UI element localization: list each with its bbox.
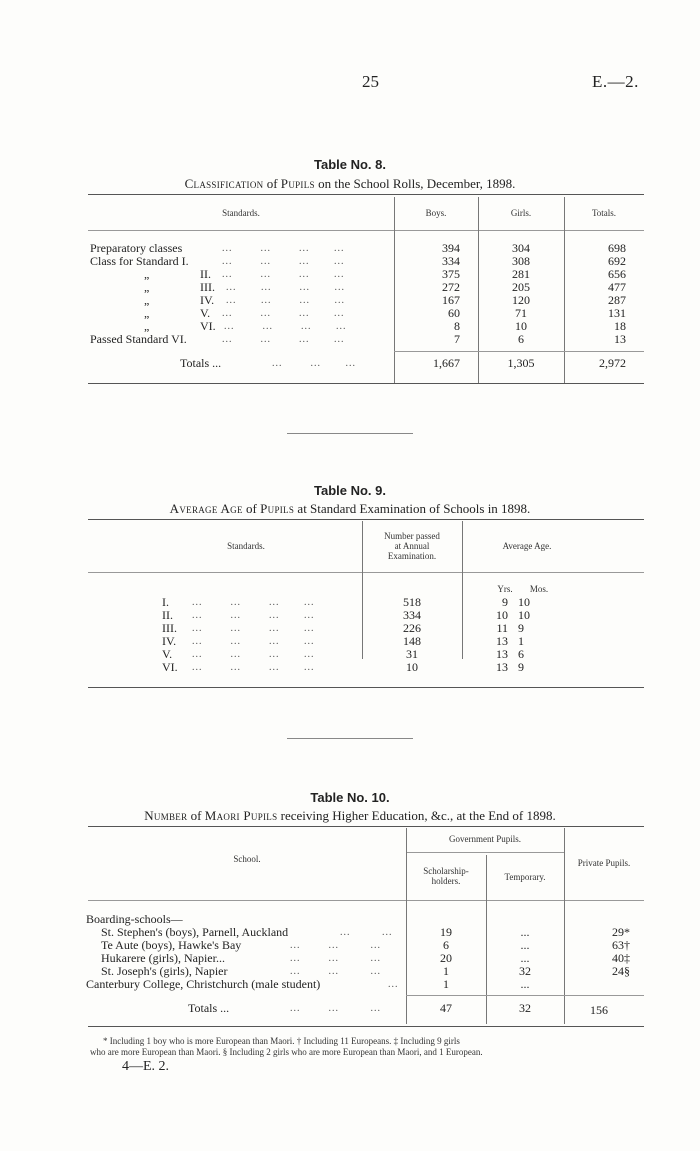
- table9-row-mos: 6: [518, 647, 524, 661]
- dot-leader: ... ... ... ...: [222, 269, 345, 280]
- table8-row-label: Preparatory classes: [90, 241, 183, 255]
- table10-row-scholarship: 20: [440, 951, 452, 965]
- table10-top-rule: [88, 826, 644, 827]
- table10-row-scholarship: 1: [443, 977, 449, 991]
- table8-totals-boys: 1,667: [433, 356, 460, 370]
- table9-row-yrs: 10: [496, 608, 508, 622]
- dot-leader: ... ... ... ...: [192, 610, 315, 621]
- table9-row-label: VI.: [162, 660, 178, 674]
- table10-header-rule: [88, 900, 644, 901]
- table10-subtitle: Number of Maori Pupils receiving Higher Education, &c., at the End of 1898.: [144, 808, 556, 823]
- table10-row-private: 24§: [612, 964, 630, 978]
- table10-totals-temporary: 32: [519, 1001, 531, 1015]
- table8-row-boys: 167: [442, 293, 460, 307]
- table10-row-scholarship: 1: [443, 964, 449, 978]
- table8-row-girls: 308: [512, 254, 530, 268]
- table10-row-private: 40‡: [612, 951, 630, 965]
- table10-row-label: St. Stephen's (boys), Parnell, Auckland: [101, 925, 289, 939]
- table10-row-temporary: 32: [519, 964, 531, 978]
- table8-row-label: V.: [200, 306, 211, 320]
- table9-row-passed: 148: [403, 634, 421, 648]
- table9-row-label: V.: [162, 647, 173, 661]
- table8-row-boys: 272: [442, 280, 460, 294]
- table10-totals-label: Totals ...: [188, 1001, 230, 1015]
- page-reference: E.—2.: [592, 72, 639, 91]
- table8-row-label: Passed Standard VI.: [90, 332, 187, 346]
- table10-totals-scholarship: 47: [440, 1001, 452, 1015]
- table8-row-boys: 60: [448, 306, 460, 320]
- page-number: 25: [362, 72, 379, 91]
- table8-top-rule: [88, 194, 644, 195]
- table8-row-girls: 10: [515, 319, 527, 333]
- table8-row-label: IV.: [200, 293, 215, 307]
- ditto-mark: „: [144, 293, 150, 307]
- table8-title: Table No. 8.: [314, 157, 386, 172]
- section-separator: [287, 433, 413, 434]
- table10-row-temporary: ...: [520, 938, 530, 952]
- signature-mark: 4—E. 2.: [122, 1059, 170, 1074]
- table8-row-totals: 13: [614, 332, 626, 346]
- table8-row-boys: 7: [454, 332, 460, 346]
- table9-row-label: II.: [162, 608, 173, 622]
- table8-row-boys: 394: [442, 241, 460, 255]
- table8-row-girls: 120: [512, 293, 530, 307]
- dot-leader: ... ...: [340, 927, 393, 938]
- table9-row-passed: 31: [406, 647, 418, 661]
- table10-gov-rule: [406, 852, 564, 853]
- dot-leader: ... ... ... ...: [192, 649, 315, 660]
- table9-row-mos: 1: [518, 634, 524, 648]
- dot-leader: ... ... ... ...: [192, 623, 315, 634]
- table10-row-private: 29*: [612, 925, 630, 939]
- table10-row-label: Te Aute (boys), Hawke's Bay: [101, 938, 242, 952]
- ditto-mark: „: [144, 319, 150, 333]
- table10-row-temporary: ...: [520, 951, 530, 965]
- table9-top-rule: [88, 519, 644, 520]
- table8-totals-rule: [394, 351, 644, 352]
- table10-row-label: St. Joseph's (girls), Napier: [101, 964, 228, 978]
- table10-header-scholarship: Scholarship- holders.: [423, 866, 469, 886]
- table10-totals-private: 156: [590, 1003, 608, 1017]
- table8-row-totals: 131: [608, 306, 626, 320]
- table8-row-boys: 375: [442, 267, 460, 281]
- footnote-line-2: who are more European than Maori. § Including 2 girls who are more European than Maori, and 1 European.: [90, 1047, 483, 1057]
- table9-row-yrs: 13: [496, 660, 508, 674]
- table8-row-label: II.: [200, 267, 211, 281]
- table8-row-label: III.: [200, 280, 215, 294]
- table9-header-yrs: Yrs.: [497, 584, 513, 594]
- table9-row-label: IV.: [162, 634, 177, 648]
- table9-header-average-age: Average Age.: [502, 541, 552, 551]
- table8-row-boys: 334: [442, 254, 460, 268]
- table10-row-private: 63†: [612, 938, 630, 952]
- table8-row-totals: 477: [608, 280, 626, 294]
- table8-row-label: VI.: [200, 319, 216, 333]
- footnote-line-1: * Including 1 boy who is more European than Maori. † Including 11 Europeans. ‡ Including 9 girls: [103, 1036, 460, 1046]
- table10-row-temporary: ...: [520, 925, 530, 939]
- table8-totals-label: Totals ...: [180, 356, 222, 370]
- table9-header-passed: Number passed at Annual Examination.: [384, 531, 440, 561]
- dot-leader: ... ... ... ...: [226, 282, 345, 293]
- table8-totals-girls: 1,305: [507, 356, 535, 370]
- ditto-mark: „: [144, 280, 150, 294]
- table9-row-passed: 518: [403, 595, 421, 609]
- table9-header-rule: [88, 572, 644, 573]
- table9-row-yrs: 9: [502, 595, 508, 609]
- table9-row-label: I.: [162, 595, 169, 609]
- table8-header-boys: Boys.: [425, 208, 447, 218]
- table8-row-totals: 692: [608, 254, 626, 268]
- table10-header-temporary: Temporary.: [504, 872, 546, 882]
- table8-row-boys: 8: [454, 319, 460, 333]
- table10-header-private: Private Pupils.: [577, 858, 631, 868]
- table8-header-totals: Totals.: [591, 208, 617, 218]
- table8-row-girls: 205: [512, 280, 530, 294]
- dot-leader: ... ... ...: [290, 940, 381, 951]
- table8-totals-totals: 2,972: [599, 356, 626, 370]
- table10-row-label: Canterbury College, Christchurch (male student): [86, 977, 321, 991]
- table9-row-mos: 10: [518, 595, 530, 609]
- table9-row-mos: 9: [518, 660, 524, 674]
- table10-bottom-rule: [88, 1026, 644, 1027]
- dot-leader: ... ... ...: [290, 1003, 381, 1014]
- table9-header-mos: Mos.: [529, 584, 549, 594]
- table10-header-school: School.: [233, 854, 261, 864]
- dot-leader: ... ... ... ...: [222, 243, 345, 254]
- table9-row-label: III.: [162, 621, 177, 635]
- dot-leader: ... ... ... ...: [192, 597, 315, 608]
- table10-row-scholarship: 6: [443, 938, 449, 952]
- table10-totals-rule: [406, 995, 644, 996]
- section-separator: [287, 738, 413, 739]
- table9-title: Table No. 9.: [314, 483, 386, 498]
- dot-leader: ... ... ...: [272, 358, 356, 369]
- table10-row-scholarship: 19: [440, 925, 452, 939]
- dot-leader: ... ... ... ...: [222, 256, 345, 267]
- table9-bottom-rule: [88, 687, 644, 688]
- table10-header-government: Government Pupils.: [449, 834, 521, 844]
- table10-row-label: Hukarere (girls), Napier...: [101, 951, 225, 965]
- ditto-mark: „: [144, 267, 150, 281]
- dot-leader: ...: [388, 979, 399, 990]
- table8-row-girls: 6: [518, 332, 524, 346]
- table8-header-girls: Girls.: [510, 208, 532, 218]
- table8-row-totals: 18: [614, 319, 626, 333]
- table8-row-girls: 71: [515, 306, 527, 320]
- dot-leader: ... ... ...: [290, 966, 381, 977]
- table8-row-label: Class for Standard I.: [90, 254, 189, 268]
- table10-group-label: Boarding-schools—: [86, 912, 183, 926]
- table9-row-mos: 10: [518, 608, 530, 622]
- table10-title: Table No. 10.: [310, 790, 390, 805]
- table8-row-girls: 304: [512, 241, 530, 255]
- table10-row-temporary: ...: [520, 977, 530, 991]
- table9-row-yrs: 11: [496, 621, 508, 635]
- table8-subtitle: Classification of Pupils on the School Rolls, December, 1898.: [184, 176, 516, 191]
- table9-row-yrs: 13: [496, 634, 508, 648]
- table8-row-girls: 281: [512, 267, 530, 281]
- table8-row-totals: 287: [608, 293, 626, 307]
- table9-row-passed: 334: [403, 608, 421, 622]
- dot-leader: ... ... ... ...: [226, 295, 345, 306]
- table9-subtitle: Average Age of Pupils at Standard Examination of Schools in 1898.: [169, 501, 531, 516]
- table9-row-mos: 9: [518, 621, 524, 635]
- table8-row-totals: 698: [608, 241, 626, 255]
- table8-bottom-rule: [88, 383, 644, 384]
- table8-header-standards: Standards.: [222, 208, 260, 218]
- table8-header-rule: [88, 230, 644, 231]
- dot-leader: ... ... ... ...: [192, 636, 315, 647]
- dot-leader: ... ... ... ...: [224, 321, 347, 332]
- table8-row-totals: 656: [608, 267, 626, 281]
- table9-row-passed: 10: [406, 660, 418, 674]
- dot-leader: ... ... ... ...: [192, 662, 315, 673]
- table9-header-standards: Standards.: [227, 541, 265, 551]
- table9-row-yrs: 13: [496, 647, 508, 661]
- dot-leader: ... ... ...: [290, 953, 381, 964]
- ditto-mark: „: [144, 306, 150, 320]
- table9-row-passed: 226: [403, 621, 421, 635]
- dot-leader: ... ... ... ...: [222, 308, 345, 319]
- dot-leader: ... ... ... ...: [222, 334, 345, 345]
